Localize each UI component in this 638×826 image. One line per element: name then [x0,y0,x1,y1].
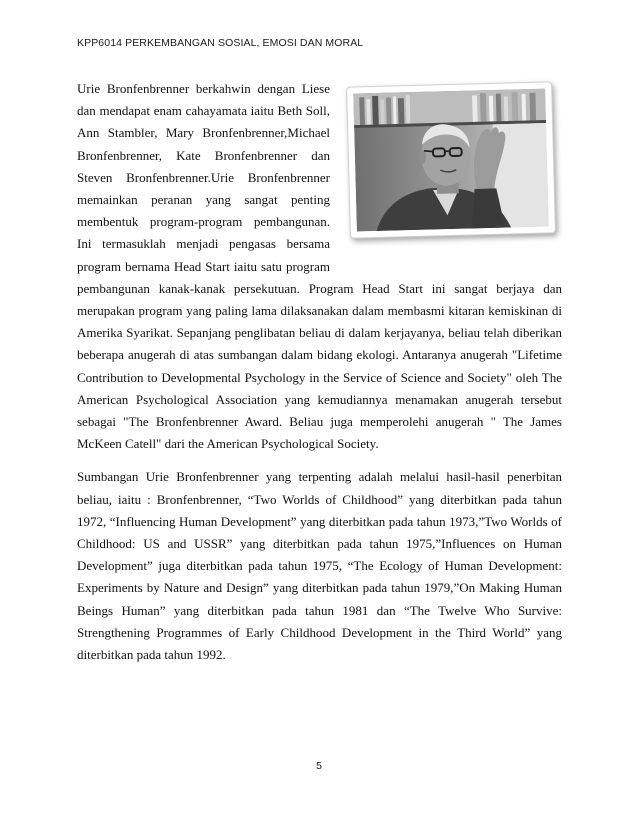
running-header: KPP6014 PERKEMBANGAN SOSIAL, EMOSI DAN MORAL [77,37,364,49]
body-text [77,78,562,666]
portrait-photo-container [340,78,562,250]
portrait-photo-frame [346,81,556,238]
paragraph-biography: Urie Bronfenbrenner berkahwin dengan Liese dan mendapat enam cahayamata iaitu Beth Soll, Ann Stambler, Mary Bronfenbrenner,Michael Bronfenbrenner, Kate Bronfenbrenner dan Steven Bronfenbrenner.Urie Bronfenbrenner memainkan peranan yang sangat penting membentuk program-program pembangunan. Ini termasuklah menjadi pengasas bersama program bernama Head Start iaitu satu program pembangunan kanak-kanak persekutuan. Program Head Start ini sangat berjaya dan merupakan program yang paling lama dilaksanakan dalam membasmi kitaran kemiskinan di Amerika Syarikat. Sepanjang penglibatan beliau di dalam kerjayanya, beliau telah diberikan beberapa anugerah di atas sumbangan dalam bidang ekologi. Antaranya anugerah "Lifetime Contribution to Developmental Psychology in the Service of Science and Society" oleh The American Psychological Association yang kemudiannya menamakan anugerah tersebut sebagai "The Bronfenbrenner Award. Beliau juga memperolehi anugerah " The James McKeen Catell" dari the American Psychological Society. [77,81,562,452]
paragraph-publications: Sumbangan Urie Bronfenbrenner yang terpenting adalah melalui hasil-hasil penerbitan beliau, iaitu : Bronfenbrenner, “Two Worlds of Childhood” yang diterbitkan pada tahun 1972, “Influencing Human Development” yang diterbitkan pada tahun 1973,”Two Worlds of Childhood: US and USSR” yang diterbitkan pada tahun 1975,”Influences on Human Development” juga diterbitkan pada tahun 1975, “The Ecology of Human Development: Experiments by Nature and Design” yang diterbitkan pada tahun 1979,”On Making Human Beings Human” yang diterbitkan pada tahun 1981 dan “The Twelve Who Survive: Strengthening Programmes of Early Childhood Development in the Third World” yang diterbitkan pada tahun 1992. [77,469,562,663]
page-number: 5 [316,760,322,772]
portrait-photo [353,89,549,232]
